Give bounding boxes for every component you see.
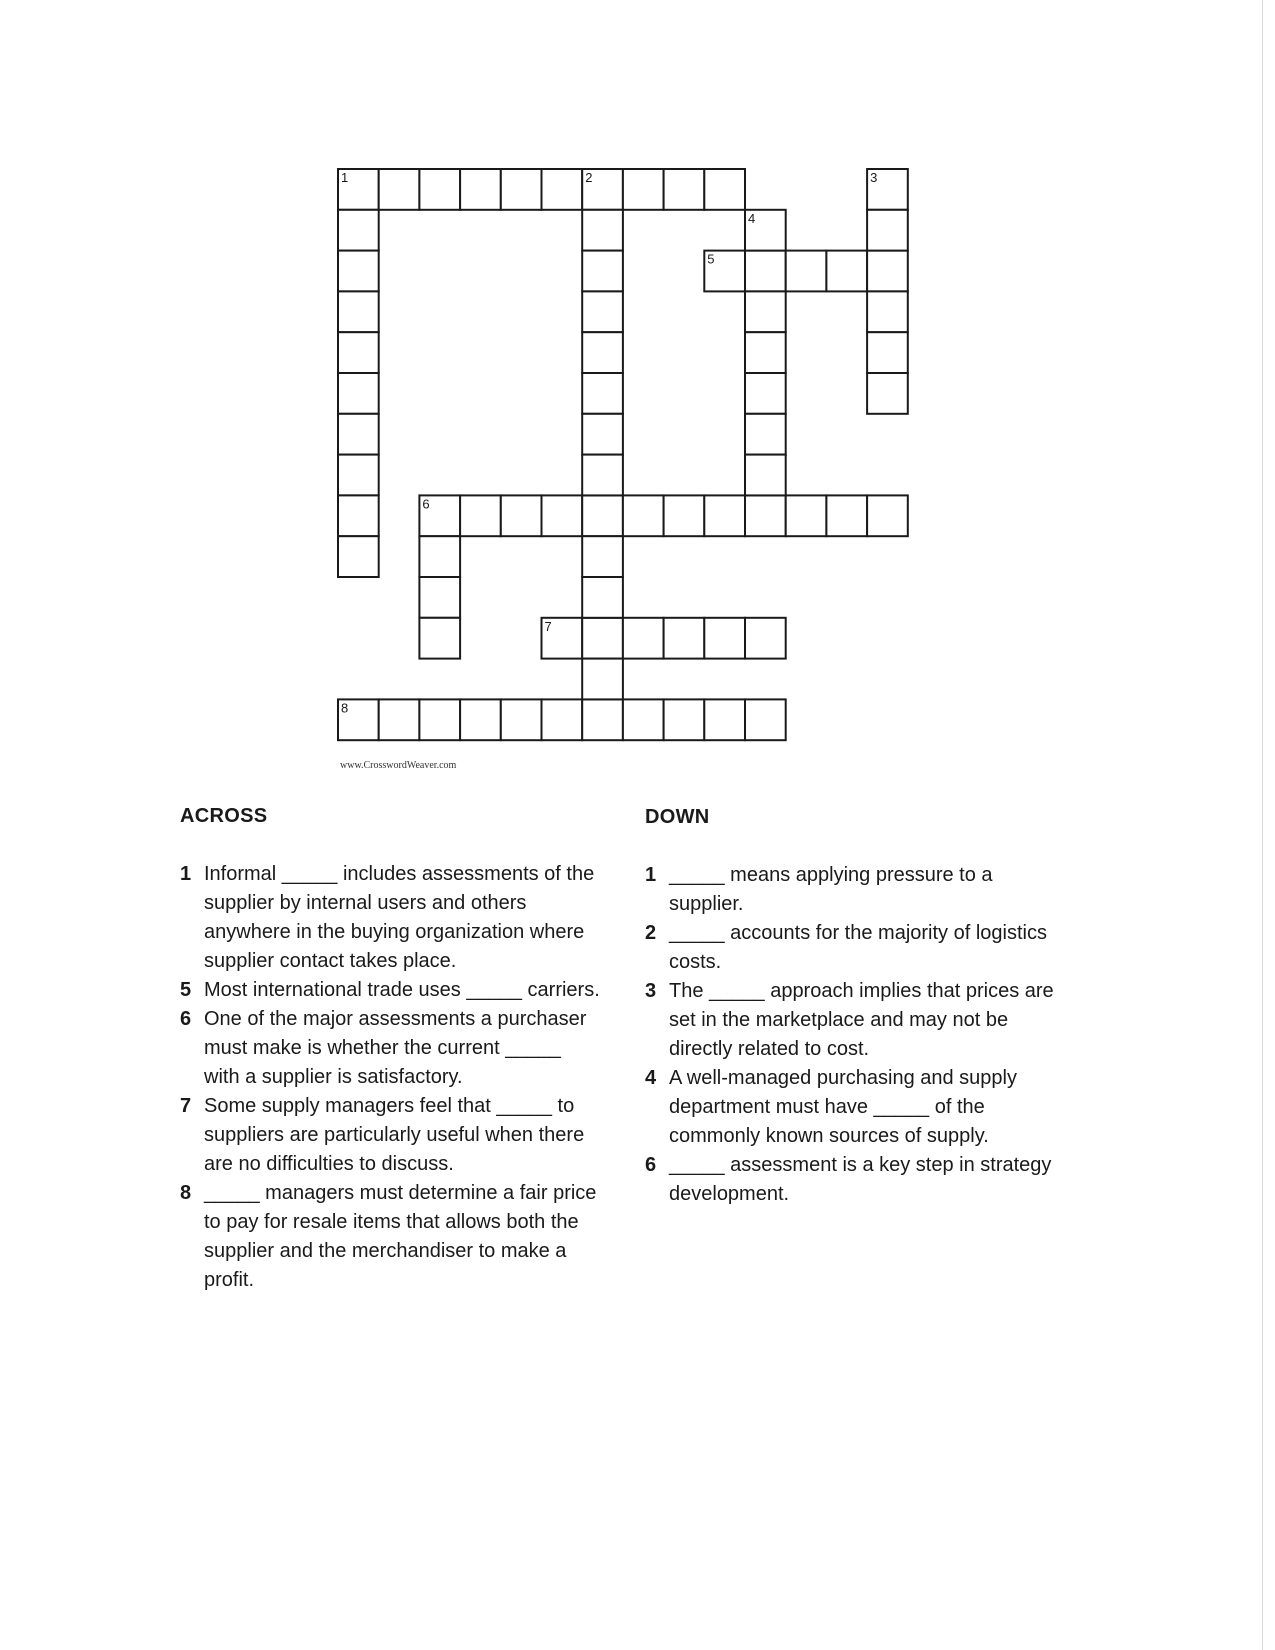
down-clue-list	[645, 861, 1065, 1209]
clue-number: 5	[180, 979, 192, 1001]
grid-cell[interactable]	[542, 169, 583, 210]
crossword-credit: www.CrosswordWeaver.com	[340, 760, 457, 771]
clue-text: _____ assessment is a key step in strategy development.	[669, 1154, 1052, 1205]
grid-cell[interactable]	[460, 495, 501, 536]
grid-cell[interactable]	[542, 699, 583, 740]
grid-cell[interactable]	[745, 291, 786, 332]
grid-cell[interactable]	[338, 251, 379, 292]
across-clue	[180, 1092, 600, 1179]
down-clue	[645, 919, 1065, 977]
clue-number: 3	[645, 980, 657, 1002]
grid-cell[interactable]	[664, 618, 705, 659]
grid-cell[interactable]	[867, 373, 908, 414]
clue-text: _____ means applying pressure to a supplier.	[669, 864, 993, 915]
across-clue	[180, 1179, 600, 1295]
cell-number: 6	[422, 496, 430, 512]
grid-cell[interactable]	[419, 536, 460, 577]
grid-cell[interactable]	[704, 169, 745, 210]
clue-number: 2	[645, 922, 657, 944]
grid-cell[interactable]	[867, 332, 908, 373]
grid-cell[interactable]	[338, 291, 379, 332]
grid-cell[interactable]	[867, 210, 908, 251]
grid-cell[interactable]	[419, 618, 460, 659]
grid-cell[interactable]	[623, 169, 664, 210]
grid-cell[interactable]	[338, 495, 379, 536]
across-clue	[180, 1005, 600, 1092]
grid-cell[interactable]	[704, 699, 745, 740]
grid-cell[interactable]	[786, 251, 827, 292]
grid-cell[interactable]	[745, 414, 786, 455]
grid-cell[interactable]	[582, 291, 623, 332]
grid-cell[interactable]	[623, 495, 664, 536]
grid-cell[interactable]	[745, 455, 786, 496]
clue-number: 6	[645, 1154, 657, 1176]
grid-cell[interactable]	[501, 169, 542, 210]
clue-number: 1	[645, 864, 657, 886]
grid-cell[interactable]	[867, 251, 908, 292]
clue-text: Informal _____ includes assessments of the supplier by internal users and others anywhere in the buying organization where supplier contact takes place.	[204, 863, 595, 972]
grid-cell[interactable]	[867, 291, 908, 332]
grid-cell[interactable]	[786, 495, 827, 536]
clue-text: A well-managed purchasing and supply department must have _____ of the commonly known sources of supply.	[669, 1067, 1017, 1147]
grid-cell[interactable]	[338, 536, 379, 577]
grid-cell[interactable]	[867, 495, 908, 536]
grid-cell[interactable]	[419, 577, 460, 618]
grid-cell[interactable]	[582, 332, 623, 373]
grid-cell[interactable]	[664, 699, 705, 740]
grid-cell[interactable]	[542, 495, 583, 536]
clue-text: Some supply managers feel that _____ to suppliers are particularly useful when there are no difficulties to discuss.	[204, 1095, 585, 1175]
grid-cell[interactable]	[704, 495, 745, 536]
grid-cell[interactable]	[582, 699, 623, 740]
clue-text: One of the major assessments a purchaser must make is whether the current _____ with a supplier is satisfactory.	[204, 1008, 587, 1088]
grid-cell[interactable]	[745, 332, 786, 373]
across-heading: ACROSS	[180, 805, 268, 827]
down-clue	[645, 1151, 1065, 1209]
across-clue-list	[180, 860, 600, 1295]
clue-text: _____ accounts for the majority of logistics costs.	[669, 922, 1047, 973]
cell-number: 5	[707, 251, 715, 267]
page-edge-line	[1262, 0, 1263, 1650]
grid-cell[interactable]	[501, 699, 542, 740]
cell-number: 4	[748, 210, 756, 226]
grid-cell[interactable]	[460, 699, 501, 740]
grid-cell[interactable]	[460, 169, 501, 210]
grid-cell[interactable]	[826, 251, 867, 292]
grid-cell[interactable]	[582, 210, 623, 251]
cell-number: 8	[341, 700, 349, 716]
grid-cell[interactable]	[338, 210, 379, 251]
grid-cell[interactable]	[826, 495, 867, 536]
clue-number: 6	[180, 1008, 192, 1030]
clue-text: _____ managers must determine a fair price to pay for resale items that allows both the supplier and the merchandiser to make a profit.	[204, 1182, 597, 1291]
grid-cell[interactable]	[704, 618, 745, 659]
grid-cell[interactable]	[338, 332, 379, 373]
grid-cell[interactable]	[582, 618, 623, 659]
grid-cell[interactable]	[379, 169, 420, 210]
cell-number: 1	[341, 170, 349, 185]
grid-cell[interactable]	[379, 699, 420, 740]
grid-cell[interactable]	[582, 536, 623, 577]
grid-cell[interactable]	[501, 495, 542, 536]
grid-cell[interactable]	[582, 659, 623, 700]
down-clue	[645, 861, 1065, 919]
down-clue	[645, 977, 1065, 1064]
grid-cell[interactable]	[745, 251, 786, 292]
grid-cell[interactable]	[745, 495, 786, 536]
grid-cell[interactable]	[338, 373, 379, 414]
grid-cell[interactable]	[582, 495, 623, 536]
grid-cell[interactable]	[745, 699, 786, 740]
grid-cell[interactable]	[582, 414, 623, 455]
grid-cell[interactable]	[582, 455, 623, 496]
grid-cell[interactable]	[338, 455, 379, 496]
grid-cell[interactable]	[338, 414, 379, 455]
clue-number: 4	[645, 1067, 657, 1089]
grid-cell[interactable]	[745, 618, 786, 659]
across-clue	[180, 860, 600, 976]
clue-text: Most international trade uses _____ carriers.	[204, 979, 600, 1001]
grid-cell[interactable]	[664, 495, 705, 536]
grid-cell[interactable]	[664, 169, 705, 210]
cell-number: 7	[544, 618, 552, 634]
clue-number: 7	[180, 1095, 192, 1117]
cell-number: 3	[870, 170, 878, 185]
grid-cell[interactable]	[582, 373, 623, 414]
clue-text: The _____ approach implies that prices are set in the marketplace and may not be directly related to cost.	[669, 980, 1054, 1060]
grid-cell[interactable]	[419, 699, 460, 740]
grid-cell[interactable]	[623, 699, 664, 740]
across-clue	[180, 976, 600, 1005]
grid-cell[interactable]	[745, 373, 786, 414]
grid-cell[interactable]	[582, 251, 623, 292]
grid-cell[interactable]	[582, 577, 623, 618]
cell-number: 2	[585, 170, 593, 185]
down-clue	[645, 1064, 1065, 1151]
grid-cell[interactable]	[419, 169, 460, 210]
grid-cell[interactable]	[623, 618, 664, 659]
down-heading: DOWN	[645, 806, 710, 828]
clue-number: 8	[180, 1182, 192, 1204]
clue-number: 1	[180, 863, 192, 885]
